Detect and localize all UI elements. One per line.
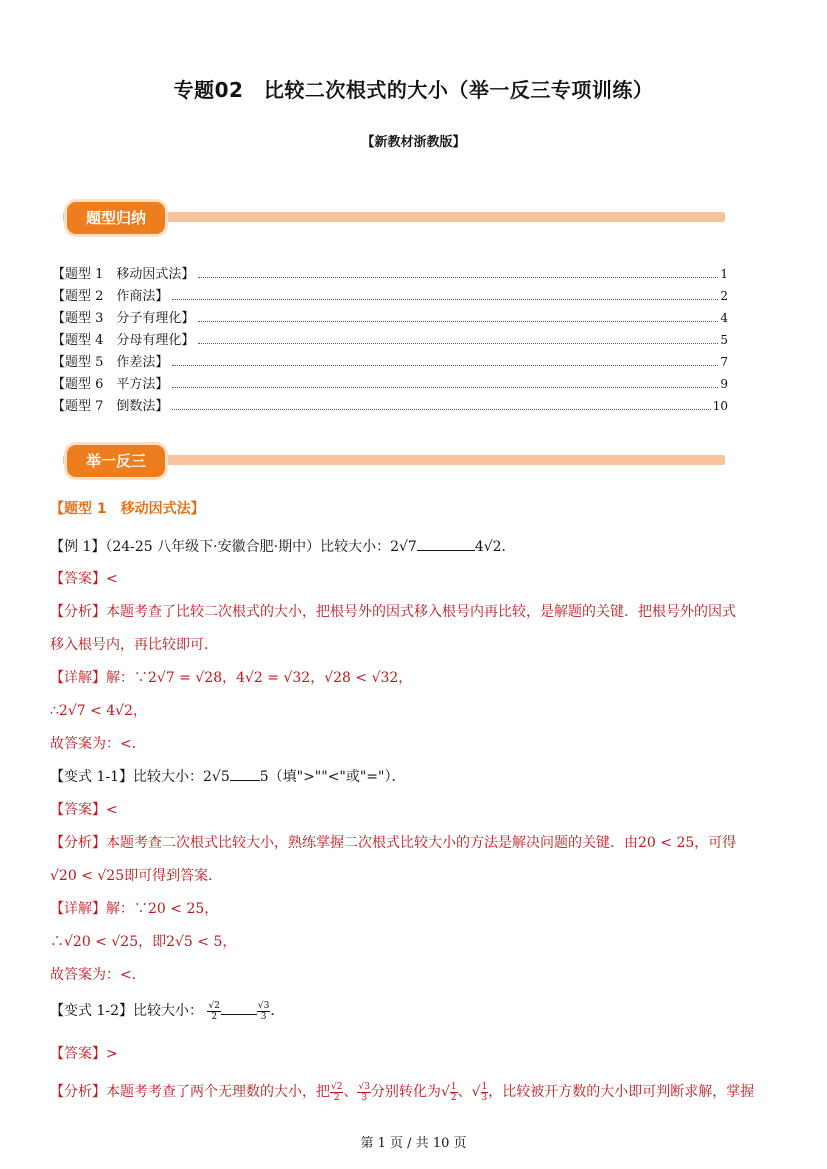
analysis-3-text: ，比较被开方数的大小即可判断求解，掌握 [488,1084,755,1100]
toc-item-label: 【题型 6 平方法】 [52,377,169,392]
toc-item-page: 5 [720,333,728,347]
toc-item-label: 【题型 7 倒数法】 [52,399,169,414]
toc-leader [172,387,718,388]
page-title: 专题02 比较二次根式的大小（举一反三专项训练） [173,78,654,102]
fraction [257,1001,270,1022]
section-header-examples [53,446,725,476]
toc-leader [172,299,718,300]
toc-item-label: 【题型 2 作商法】 [52,289,169,304]
conclusion-1: 故答案为：<． [50,736,146,752]
variant-1-2-question: 【变式 1-2】比较大小： [50,1003,203,1019]
analysis-3-text: 分别转化为 [370,1084,441,1100]
toc-item-page: 7 [720,355,728,369]
table-of-contents [52,263,728,417]
detail-1-line-1: 【详解】解：∵2√7 = √28，4√2 = √32，√28 < √32， [50,670,413,686]
fraction [207,1001,220,1022]
detail-1-line-2: ∴2√7 < 4√2， [50,703,148,719]
toc-leader [198,277,718,278]
section-label: 题型归纳 [67,202,165,234]
fraction-denominator: 3 [361,1092,368,1103]
toc-item[interactable] [52,285,728,307]
analysis-1-line-1: 【分析】本题考查了比较二次根式的大小，把根号外的因式移入根号内再比较，是解题的关键．把根号外的因式 [50,604,736,620]
separator: 、 [457,1084,472,1100]
detail-2-line-1: 【详解】解：∵20 < 25， [50,901,219,917]
variant-1-1 [50,766,405,786]
toc-leader [198,321,718,322]
toc-item[interactable] [52,263,728,285]
analysis-2-line-1: 【分析】本题考查二次根式比较大小，熟练掌握二次根式比较大小的方法是解决问题的关键．由20 < 25，可得 [50,835,737,851]
section-header-types [53,203,725,233]
analysis-2-line-2: √20 < √25即可得到答案． [50,868,223,884]
detail-2-line-2: ∴√20 < √25，即2√5 < 5， [50,934,237,950]
fraction-denominator: 3 [260,1011,267,1022]
separator: 、 [343,1084,358,1100]
answer-2: 【答案】< [50,802,118,818]
answer-3: 【答案】> [50,1046,118,1062]
toc-item[interactable] [52,307,728,329]
toc-item[interactable] [52,395,728,417]
toc-item-page: 2 [720,289,728,303]
toc-item-page: 4 [720,311,728,325]
toc-item[interactable] [52,351,728,373]
toc-item-label: 【题型 4 分母有理化】 [52,333,195,348]
edition-label: 【新教材浙教版】 [361,135,466,150]
answer-blank [230,766,260,781]
variant-1-1-question: 【变式 1-1】比较大小：2√5 [50,769,230,785]
fraction-numerator: √2 [208,1000,220,1011]
analysis-3-line-1: 【分析】本题考考查了两个无理数的大小，把 $\frac{√2}{2}$ 、 $\frac{√3}{3}$ 分别转化为√ $\frac{1}{2}$ 、√ $\frac{1}{3}$ ，比较被开方数的大小即可判断求解，掌握 [50,1081,755,1103]
fraction-numerator: √3 [257,1000,270,1011]
toc-item[interactable] [52,329,728,351]
toc-leader [172,409,710,410]
fraction-denominator: 3 [481,1092,488,1103]
conclusion-2: 故答案为：<． [50,967,146,983]
fraction-denominator: 2 [211,1011,218,1022]
fraction [330,1082,343,1103]
fraction-numerator: √2 [331,1081,343,1092]
analysis-3-text: 【分析】本题考考查了两个无理数的大小，把 [50,1084,330,1100]
toc-item-page: 9 [720,377,728,391]
toc-item-label: 【题型 5 作差法】 [52,355,169,370]
example-1-question-end: 4√2． [474,539,516,555]
toc-item-label: 【题型 3 分子有理化】 [52,311,195,326]
page-footer: 第 1 页 / 共 10 页 [360,1136,467,1151]
variant-1-1-question-end: 5（填">""<"或"="）． [259,769,406,785]
fraction-numerator: √3 [358,1081,370,1092]
section-label: 举一反三 [67,445,165,477]
example-1-question: 【例 1】（24-25 八年级下·安徽合肥·期中）比较大小：2√7 [50,539,417,555]
fraction [450,1082,458,1103]
toc-leader [198,343,718,344]
toc-item-page: 10 [712,399,728,413]
fraction-numerator: 1 [481,1081,488,1092]
answer-blank [417,536,475,551]
example-1 [50,536,516,556]
analysis-1-line-2: 移入根号内，再比较即可． [50,637,218,653]
toc-leader [172,365,718,366]
fraction-numerator: 1 [450,1081,457,1092]
fraction [357,1082,370,1103]
answer-blank [221,1000,257,1015]
fraction-denominator: 2 [450,1092,457,1103]
answer-1: 【答案】< [50,571,118,587]
toc-item-page: 1 [720,267,728,281]
toc-item-label: 【题型 1 移动因式法】 [52,267,195,282]
topic-heading: 【题型 1 移动因式法】 [50,501,205,517]
fraction-denominator: 2 [333,1092,340,1103]
variant-1-2: 【变式 1-2】比较大小： $\frac{√2}{2}$ $\frac{√3}{3}$ ． [50,1000,285,1022]
toc-item[interactable] [52,373,728,395]
